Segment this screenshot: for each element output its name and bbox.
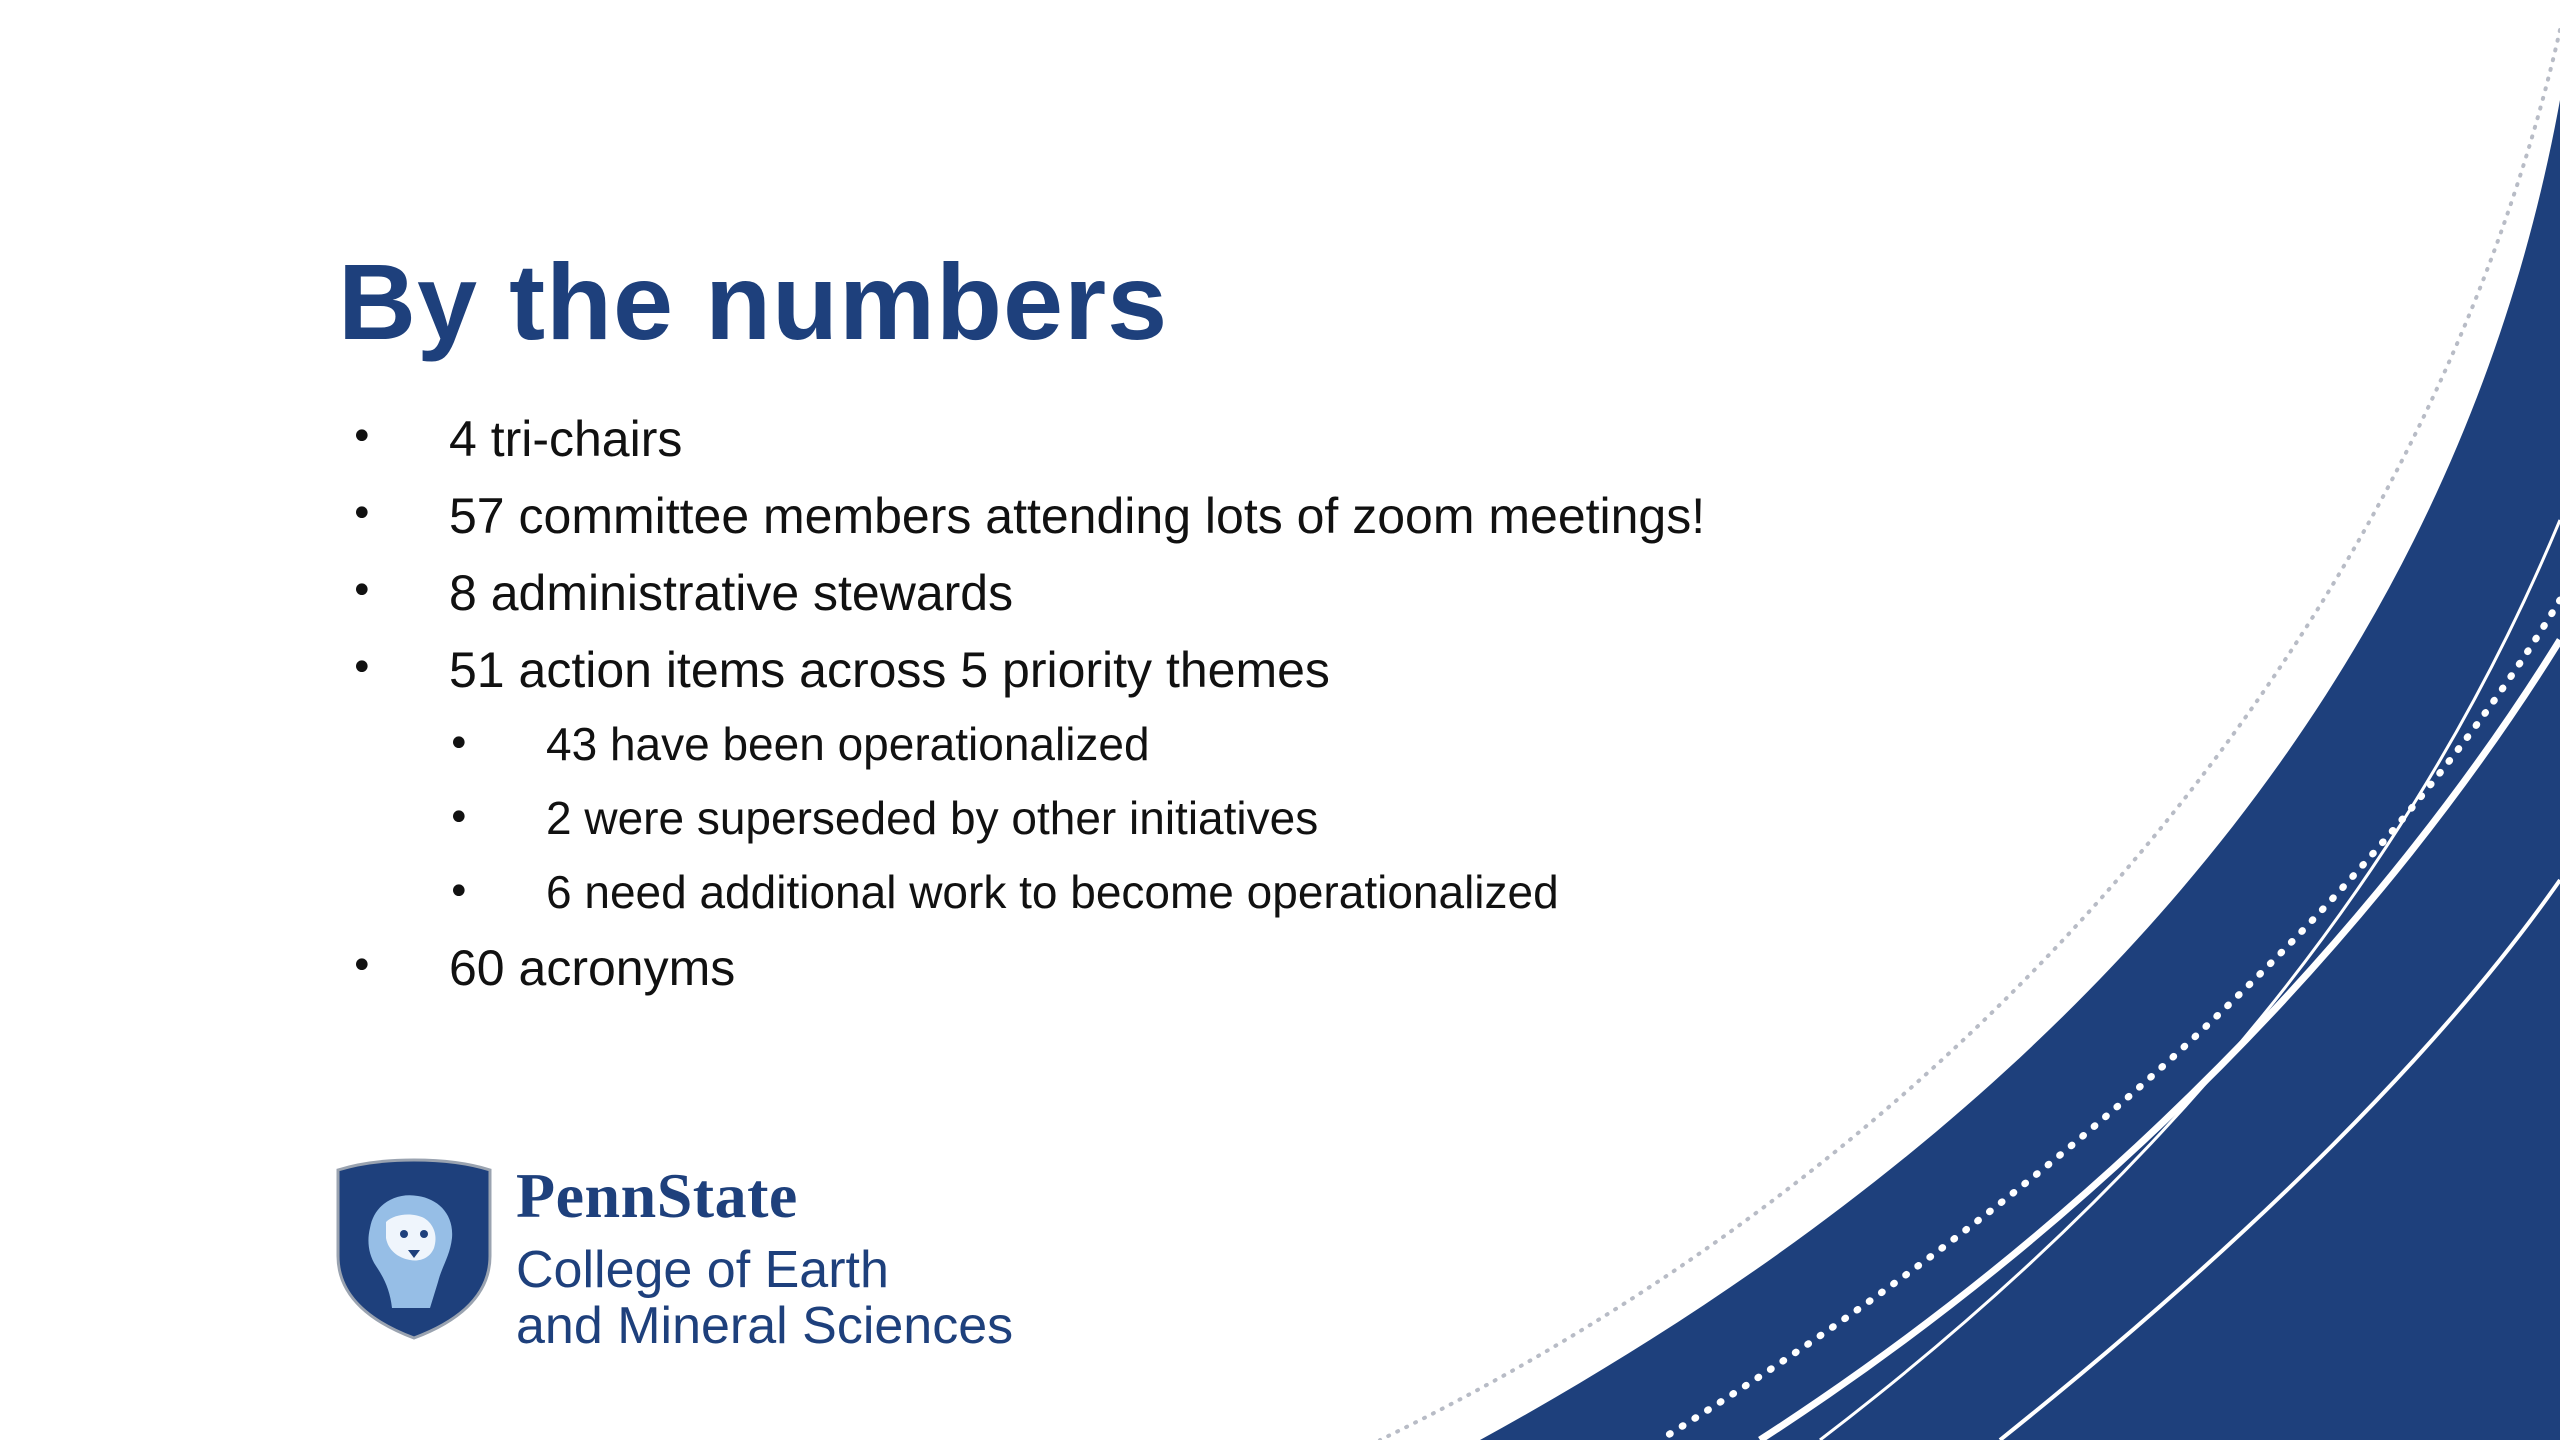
swoosh-fill: [1480, 100, 2560, 1440]
bullet-text: 8 administrative stewards: [449, 565, 1014, 621]
college-name-line-2: and Mineral Sciences: [516, 1297, 1014, 1355]
bullet-marker: •: [350, 491, 374, 537]
pennstate-wordmark: PennState: [516, 1160, 798, 1231]
bullet-text: 57 committee members attending lots of zoom meetings!: [449, 488, 1706, 544]
bullet-marker: •: [447, 795, 471, 841]
bullet-text: 51 action items across 5 priority themes: [449, 642, 1330, 698]
bullet-text: 4 tri-chairs: [449, 411, 683, 467]
bullet-marker: •: [350, 414, 374, 460]
bullet-marker: •: [350, 568, 374, 614]
nittany-lion-shield-icon: [334, 1158, 494, 1340]
bullet-marker: •: [350, 943, 374, 989]
pennstate-logo: [334, 1158, 1034, 1358]
bullet-marker: •: [350, 645, 374, 691]
bullet-marker: •: [447, 721, 471, 767]
bullet-text: 60 acronyms: [449, 940, 736, 996]
bullet-text: 2 were superseded by other initiatives: [546, 792, 1319, 844]
slide-title: By the numbers: [338, 241, 1169, 362]
bullet-marker: •: [447, 869, 471, 915]
bullet-text: 6 need additional work to become operationalized: [546, 866, 1559, 918]
bullet-text: 43 have been operationalized: [546, 718, 1150, 770]
college-name-line-1: College of Earth: [516, 1241, 889, 1299]
